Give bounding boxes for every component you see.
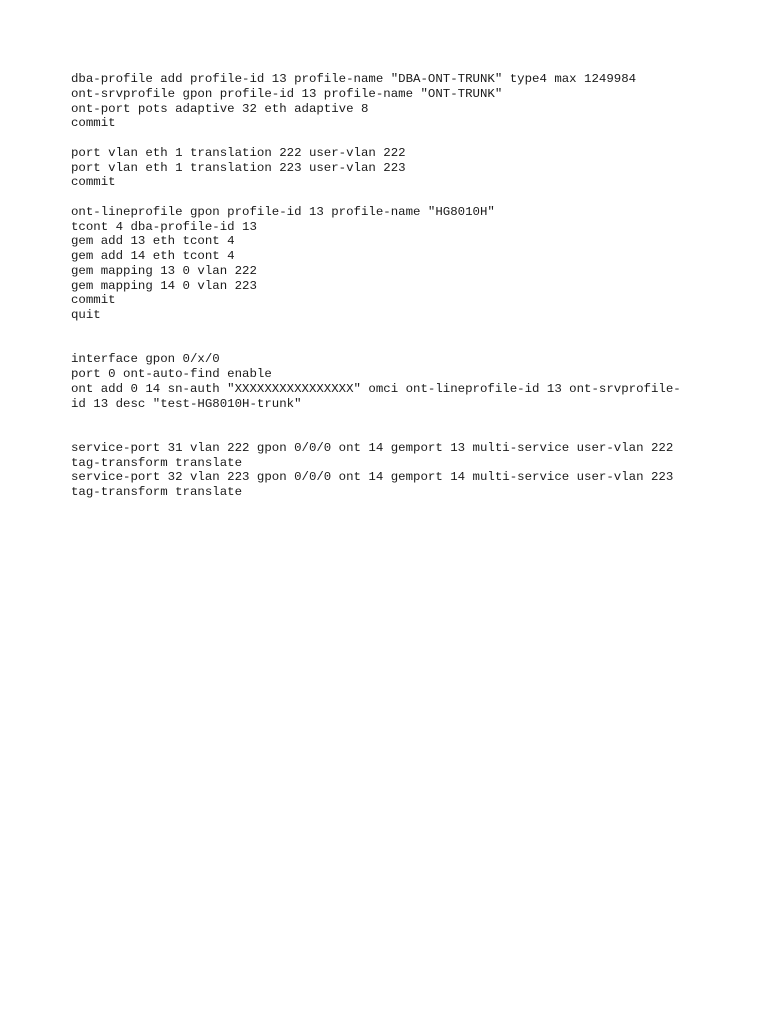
text-line: tcont 4 dba-profile-id 13 — [71, 219, 257, 234]
text-line: gem mapping 13 0 vlan 222 — [71, 263, 257, 278]
text-line: port 0 ont-auto-find enable — [71, 367, 272, 381]
interface-gpon-block — [71, 352, 731, 411]
blank-line — [71, 131, 731, 146]
text-line: ont-srvprofile gpon profile-id 13 profile-name "ONT-TRUNK" — [71, 86, 503, 101]
text-line: tag-transform translate — [71, 485, 243, 499]
text-line: id 13 desc "test-HG8010H-trunk" — [71, 396, 302, 411]
text-line: quit — [71, 308, 101, 322]
text-line: port vlan eth 1 translation 223 user-vlan 223 — [71, 160, 406, 175]
text-line: dba-profile add profile-id 13 profile-name "DBA-ONT-TRUNK" type4 max 1249984 — [71, 72, 637, 86]
text-line: commit — [71, 293, 116, 308]
text-line: interface gpon 0/x/0 — [71, 352, 220, 367]
text-line: gem add 14 eth tcont 4 — [71, 249, 235, 263]
blank-line — [71, 411, 731, 426]
text-line: tag-transform translate — [71, 455, 243, 470]
port-vlan-block — [71, 146, 731, 190]
text-line: gem add 13 eth tcont 4 — [71, 234, 235, 249]
dba-srv-profile-block — [71, 72, 731, 131]
text-line: commit — [71, 175, 116, 190]
blank-line — [71, 323, 731, 338]
text-line: port vlan eth 1 translation 222 user-vlan 222 — [71, 145, 406, 160]
text-line: service-port 32 vlan 223 gpon 0/0/0 ont 14 gemport 14 multi-service user-vlan 223 — [71, 470, 674, 485]
config-text — [71, 72, 731, 500]
text-line: gem mapping 14 0 vlan 223 — [71, 278, 257, 293]
blank-line — [71, 190, 731, 205]
text-line: ont add 0 14 sn-auth "XXXXXXXXXXXXXXXX" omci ont-lineprofile-id 13 ont-srvprofile- — [71, 381, 681, 396]
text-line: ont-port pots adaptive 32 eth adaptive 8 — [71, 101, 369, 116]
service-port-block — [71, 441, 731, 500]
text-line: service-port 31 vlan 222 gpon 0/0/0 ont 14 gemport 13 multi-service user-vlan 222 — [71, 440, 674, 455]
text-line: ont-lineprofile gpon profile-id 13 profile-name "HG8010H" — [71, 204, 495, 219]
line-profile-block — [71, 205, 731, 323]
blank-line — [71, 426, 731, 441]
text-line: commit — [71, 116, 116, 131]
blank-line — [71, 338, 731, 353]
